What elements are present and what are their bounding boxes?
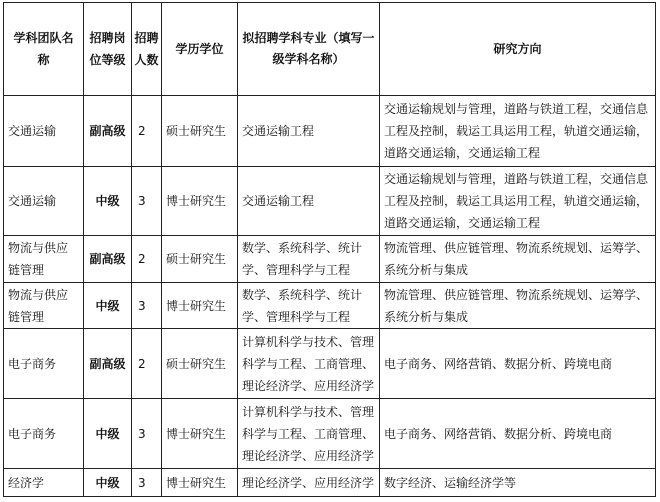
count-cell: 2	[132, 236, 162, 283]
direction-cell: 物流管理、供应链管理、物流系统规划、运筹学、系统分析与集成	[380, 236, 656, 283]
count-cell: 3	[132, 283, 162, 329]
level-cell: 中级	[84, 167, 132, 236]
table-row	[4, 167, 656, 236]
header-degree: 学历学位	[162, 3, 238, 96]
count-cell: 3	[132, 469, 162, 497]
major-cell: 数学、系统科学、统计学、管理科学与工程	[238, 236, 380, 283]
header-level: 招聘岗位等级	[84, 3, 132, 96]
header-count: 招聘人数	[132, 3, 162, 96]
direction-cell: 电子商务、网络营销、数据分析、跨境电商	[380, 329, 656, 399]
major-cell: 计算机科学与技术、管理科学与工程、工商管理、理论经济学、应用经济学	[238, 329, 380, 399]
major-cell: 理论经济学、应用经济学	[238, 469, 380, 497]
team-cell: 电子商务	[4, 329, 84, 399]
table-row	[4, 283, 656, 329]
count-cell: 3	[132, 399, 162, 469]
degree-cell: 博士研究生	[162, 167, 238, 236]
team-cell: 经济学	[4, 469, 84, 497]
header-team: 学科团队名称	[4, 3, 84, 96]
table-row	[4, 329, 656, 399]
level-cell: 中级	[84, 469, 132, 497]
header-major: 拟招聘学科专业（填写一级学科名称）	[238, 3, 380, 96]
table-row	[4, 399, 656, 469]
team-cell: 交通运输	[4, 167, 84, 236]
degree-cell: 硕士研究生	[162, 236, 238, 283]
degree-cell: 博士研究生	[162, 469, 238, 497]
level-cell: 副高级	[84, 329, 132, 399]
team-cell: 电子商务	[4, 399, 84, 469]
header-direction: 研究方向	[380, 3, 656, 96]
recruitment-table	[3, 2, 656, 497]
team-cell: 物流与供应链管理	[4, 236, 84, 283]
direction-cell: 交通运输规划与管理，道路与铁道工程，交通信息工程及控制，载运工具运用工程，轨道交通运输，道路交通运输，交通运输工程	[380, 96, 656, 167]
direction-cell: 物流管理、供应链管理、物流系统规划、运筹学、系统分析与集成	[380, 283, 656, 329]
degree-cell: 博士研究生	[162, 399, 238, 469]
major-cell: 数学、系统科学、统计学、管理科学与工程	[238, 283, 380, 329]
degree-cell: 硕士研究生	[162, 329, 238, 399]
table-row	[4, 236, 656, 283]
level-cell: 副高级	[84, 236, 132, 283]
level-cell: 中级	[84, 399, 132, 469]
table-row	[4, 96, 656, 167]
major-cell: 交通运输工程	[238, 96, 380, 167]
direction-cell: 数字经济、运输经济学等	[380, 469, 656, 497]
team-cell: 交通运输	[4, 96, 84, 167]
level-cell: 中级	[84, 283, 132, 329]
degree-cell: 博士研究生	[162, 283, 238, 329]
count-cell: 2	[132, 329, 162, 399]
degree-cell: 硕士研究生	[162, 96, 238, 167]
level-cell: 副高级	[84, 96, 132, 167]
major-cell: 计算机科学与技术、管理科学与工程、工商管理、理论经济学、应用经济学	[238, 399, 380, 469]
direction-cell: 电子商务、网络营销、数据分析、跨境电商	[380, 399, 656, 469]
table-row	[4, 469, 656, 497]
header-row	[4, 3, 656, 96]
count-cell: 2	[132, 96, 162, 167]
count-cell: 3	[132, 167, 162, 236]
team-cell: 物流与供应链管理	[4, 283, 84, 329]
direction-cell: 交通运输规划与管理，道路与铁道工程，交通信息工程及控制，载运工具运用工程，轨道交通运输，道路交通运输，交通运输工程	[380, 167, 656, 236]
major-cell: 交通运输工程	[238, 167, 380, 236]
